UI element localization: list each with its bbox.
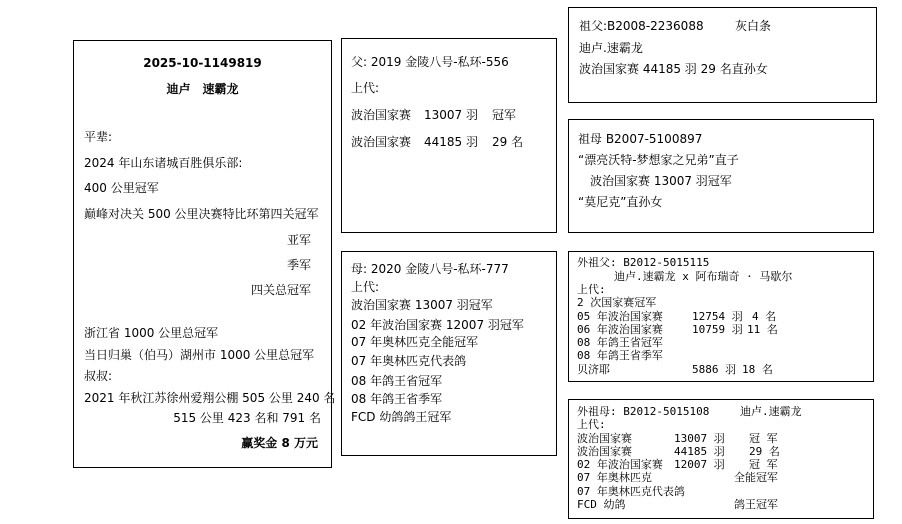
record-line: 季军 — [286, 258, 311, 272]
mother-title: 母: 2020 金陵八号-私环-777 — [351, 262, 509, 276]
mgm-race: 波治国家赛 — [577, 445, 632, 458]
record-line: 亚军 — [286, 233, 311, 247]
mgf-race: 08 年鸽王省冠军 — [577, 336, 663, 349]
father-subtitle: 上代: — [351, 81, 380, 95]
record-line: 2024 年山东诸城百胜俱乐部: — [84, 156, 243, 170]
record-line: 浙江省 1000 公里总冠军 — [84, 326, 219, 340]
mgm-result: 冠 军 — [749, 432, 778, 445]
mgm-value: 12007 羽 — [674, 458, 725, 471]
record-line: 四关总冠军 — [250, 283, 311, 297]
mgm-result: 鸽王冠军 — [734, 498, 778, 511]
maternal-grandmother-box — [568, 399, 874, 519]
mother-line: 07 年奥林匹克代表鸽 — [351, 354, 467, 368]
mgf-value: 10759 羽 — [692, 323, 743, 336]
mgm-race: 02 年波治国家赛 — [577, 458, 663, 471]
bird-name: 迪卢 速霸龙 — [166, 82, 239, 96]
mgm-result: 29 名 — [749, 445, 780, 458]
mgm-title: 外祖母: B2012-5015108 — [577, 405, 710, 418]
record-line: 400 公里冠军 — [84, 181, 159, 195]
prize-line: 赢奖金 8 万元 — [241, 436, 318, 450]
pgm-title: 祖母 B2007-5100897 — [578, 132, 703, 146]
father-result: 冠军 — [492, 108, 517, 122]
mgf-race: 08 年鸽王省季军 — [577, 349, 663, 362]
father-value: 13007 羽 — [424, 108, 478, 122]
ring-number: 2025-10-1149819 — [143, 56, 262, 70]
mgf-race: 05 年波治国家赛 — [577, 310, 663, 323]
father-box — [341, 38, 557, 233]
main-record-box — [73, 40, 336, 468]
mgm-name: 迪卢.速霸龙 — [740, 405, 802, 418]
mgm-value: 13007 羽 — [674, 432, 725, 445]
pgf-line: 波治国家赛 44185 羽 29 名直孙女 — [579, 62, 768, 76]
record-line: 巅峰对决关 500 公里决赛特比环第四关冠军 — [84, 207, 319, 221]
mother-subtitle: 上代: — [351, 280, 380, 294]
pgf-line: 迪卢.速霸龙 — [579, 41, 643, 55]
pgf-title: 祖父:B2008-2236088 — [579, 19, 704, 33]
mgf-value: 12754 羽 — [692, 310, 743, 323]
mgm-result: 全能冠军 — [734, 471, 778, 484]
mother-line: 波治国家赛 13007 羽冠军 — [351, 298, 493, 312]
mgm-race: FCD 幼鸽 — [577, 498, 626, 511]
record-title: 平辈: — [84, 130, 113, 144]
father-value: 44185 羽 — [424, 135, 478, 149]
record-line: 2021 年秋江苏徐州爱翔公棚 505 公里 240 名 — [84, 391, 336, 405]
mother-line: FCD 幼鸽鸽王冠军 — [351, 410, 452, 424]
maternal-grandfather-box — [568, 251, 874, 382]
record-line: 当日归巢（伯马）湖州市 1000 公里总冠军 — [84, 348, 315, 362]
paternal-grandfather-box — [568, 7, 877, 103]
mgf-subtitle: 迪卢.速霸龙 x 阿布瑞奇 · 马歇尔 — [614, 270, 793, 283]
paternal-grandmother-box — [568, 119, 874, 233]
mgf-result: 4 名 — [752, 310, 777, 323]
mgf-result: 18 名 — [742, 363, 773, 376]
pgf-color: 灰白条 — [735, 19, 772, 33]
father-result: 29 名 — [492, 135, 524, 149]
pgm-line: 波治国家赛 13007 羽冠军 — [590, 174, 732, 188]
mgf-race: 06 年波治国家赛 — [577, 323, 663, 336]
mgf-title: 外祖父: B2012-5015115 — [577, 256, 710, 269]
mgm-race: 07 年奥林匹克 — [577, 471, 652, 484]
mgm-value: 44185 羽 — [674, 445, 725, 458]
father-title: 父: 2019 金陵八号-私环-556 — [351, 55, 509, 69]
mgf-result: 11 名 — [747, 323, 778, 336]
pgm-line: “莫尼克”直孙女 — [578, 195, 663, 209]
mother-line: 02 年波治国家赛 12007 羽冠军 — [351, 318, 524, 332]
mother-line: 08 年鸽王省冠军 — [351, 374, 443, 388]
mgf-label: 上代: — [577, 283, 606, 296]
record-line: 515 公里 423 名和 791 名 — [173, 411, 321, 425]
mgm-race: 波治国家赛 — [577, 432, 632, 445]
mother-box — [341, 251, 557, 456]
father-race: 波治国家赛 — [351, 135, 412, 149]
mgm-result: 冠 军 — [749, 458, 778, 471]
mother-line: 08 年鸽王省季军 — [351, 392, 443, 406]
father-race: 波治国家赛 — [351, 108, 412, 122]
mother-line: 07 年奥林匹克全能冠军 — [351, 335, 479, 349]
mgm-label: 上代: — [577, 418, 606, 431]
mgf-race: 2 次国家赛冠军 — [577, 296, 657, 309]
mgf-value: 5886 羽 — [692, 363, 737, 376]
pgm-line: “漂亮沃特-梦想家之兄弟”直子 — [578, 153, 739, 167]
mgf-race: 贝济耶 — [577, 363, 610, 376]
record-line: 叔叔: — [84, 369, 113, 383]
mgm-race: 07 年奥林匹克代表鸽 — [577, 485, 685, 498]
